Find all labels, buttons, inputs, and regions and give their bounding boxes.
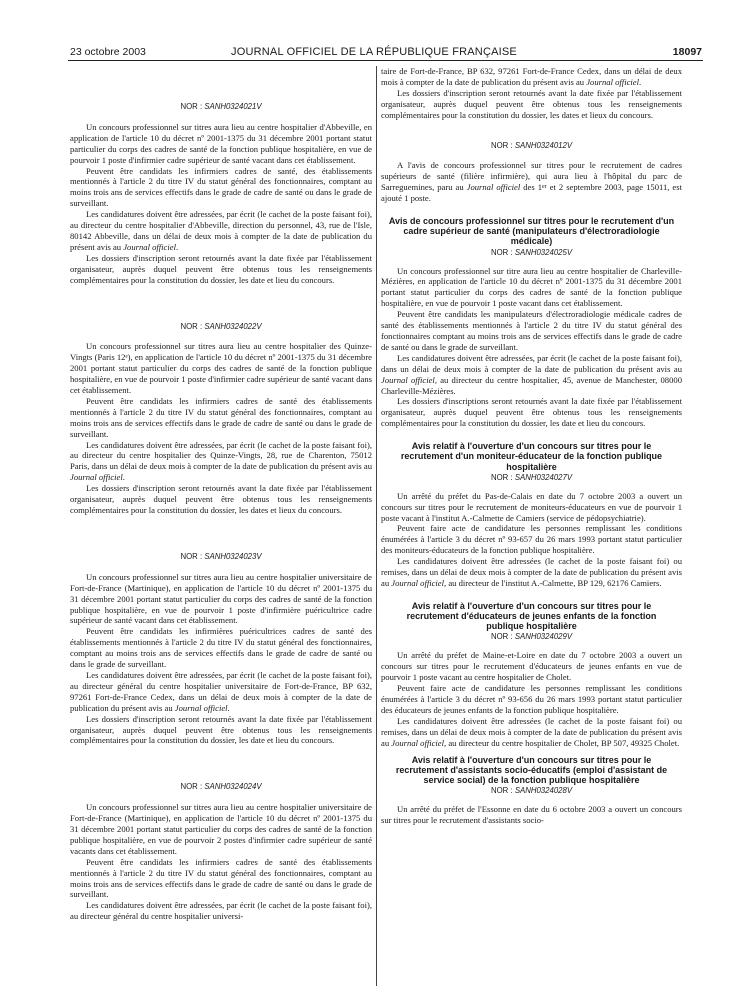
nor-reference [381, 248, 682, 259]
text-run: . [638, 76, 642, 87]
paragraph: Un arrêté du préfet du Pas-de-Calais en date du 7 octobre 2003 a ouvert un concours sur titres pour le recrutement de moniteurs-éducateurs en vue de pourvoir 1 poste vacant à l'institut A.-Calmette de Camiers (service de pédopsychiatrie). [381, 490, 682, 523]
paragraph [381, 556, 682, 589]
section-title: Avis relatif à l'ouverture d'un concours sur titres pour le recrutement d'éducateurs de jeunes enfants de la fonction publique hospitalière [406, 600, 657, 632]
right-column [381, 66, 682, 826]
paragraph: Peuvent être candidats les manipulateurs d'électroradiologie médicale cadres de santé des établissements mentionnés à l'article 2 du titre IV du statut général des fonctionnaires comptant au moins trois ans de services effectifs dans le grade de cadre de santé ou dans le grade de surveillant. [381, 309, 682, 352]
paragraph [70, 209, 372, 253]
nor-label: NOR : [180, 102, 203, 111]
text-run: des 1 [520, 182, 543, 193]
paragraph: Un concours professionnel sur titres aura lieu au centre hospitalier d'Abbeville, en application de l'article 10 du décret nº 2001-1375 du 31 décembre 2001 portant statut particulier du corps des cadres de santé de la fonction publique hospitalière, en vue de pourvoir 1 poste d'infirmier cadre supérieur de santé vacant dans cet établissement. [70, 121, 372, 165]
header-date: 23 octobre 2003 [70, 46, 146, 58]
journal-officiel-ref: Journal officiel [391, 737, 445, 748]
journal-officiel-ref: Journal officiel [586, 76, 639, 87]
nor-reference [381, 786, 682, 797]
paragraph: Un arrêté du préfet de Maine-et-Loire en date du 7 octobre 2003 a ouvert un concours sur titres pour le recrutement d'éducateurs de jeunes enfants en vue de pourvoir 1 poste vacant au centre hospitalier de Cholet. [381, 650, 682, 683]
text-run: , au directeur du centre hospitalier de Cholet, BP 507, 49325 Cholet. [444, 737, 680, 748]
paragraph: Les dossiers d'inscriptions seront retournés avant la date fixée par l'établissement organisateur, auprès duquel peuvent être obtenus tous les renseignements complémentaires pour la constitution du dossier, les date et lieu du concours. [381, 396, 682, 429]
text-run: , au directeur de l'institut A.-Calmette, BP 129, 62176 Camiers. [444, 577, 662, 588]
paragraph: Peuvent être candidats les infirmiers cadres de santé des établissements mentionnés à l'article 2 du titre IV du statut général des fonctionnaires, comptant au moins trois ans de services effectifs dans le grade de cadre de santé ou dans le grade de surveillant. [70, 856, 372, 900]
nor-label: NOR : [180, 551, 203, 561]
paragraph [381, 66, 682, 88]
paragraph: Peuvent faire acte de candidature les personnes remplissant les conditions énumérées à l'article 3 du décret nº 93-656 du 26 mars 1993 portant statut particulier des éducateurs de jeunes enfants de la fonction publique hospitalière. [381, 683, 682, 715]
text-run: A l'avis de concours professionnel sur titres pour le recrutement de cadres supérieurs de santé (filière infirmière), qui aura lieu à l'hôpital du parc de Sarreguemines, paru au [381, 160, 682, 193]
paragraph [70, 440, 372, 484]
text-run: taire de Fort-de-France, BP 632, 97261 Fort-de-France Cedex, dans un délai de deux mois à compter de la date de publication du présent avis au [381, 66, 682, 87]
nor-label: NOR : [490, 786, 513, 796]
paragraph [70, 670, 372, 714]
header-rule [68, 60, 703, 61]
nor-reference [381, 473, 682, 484]
nor-label: NOR : [490, 247, 513, 257]
paragraph: Peuvent être candidats les infirmiers cadres de santé, des établissements mentionnés à l'article 2 du titre IV du statut général des fonctionnaires, comptant au moins trois ans de services effectifs dans le grade de cadre de santé ou dans le grade de surveillant. [70, 165, 372, 209]
journal-officiel-ref: Journal officiel [391, 577, 445, 588]
text-run: . [175, 241, 179, 252]
paragraph: Un concours professionnel sur titre aura lieu au centre hospitalier de Charleville-Mézières, en application de l'article 10 du décret nº 2001-1375 du 31 décembre 2001 portant statut particulier du corps des cadres de santé de la fonction publique hospitalière, en vue de pourvoir 1 poste vacant dans cet établissement. [381, 265, 682, 309]
text-run: . [227, 702, 230, 713]
paragraph: Les dossiers d'inscription seront retournés avant la date fixée par l'établissement organisateur, auprès duquel peuvent être obtenus tous les renseignements complémentaires pour la constitution du dossier, les dates et lieux du concours. [381, 87, 682, 120]
paragraph: Un concours professionnel sur titres aura lieu au centre hospitalier universitaire de Fort-de-France (Martinique), en application de l'article 10 du décret nº 2001-1375 du 31 décembre 2001 portant statut particulier du corps des cadres de santé de la fonction publique hospitalière, en vue de pourvoir 2 postes d'infirmier cadre supérieur de santé vacants dans cet établissement. [70, 802, 372, 856]
nor-label: NOR : [180, 321, 203, 331]
paragraph: Les dossiers d'inscription seront retournés avant la date fixée par l'établissement organisateur, auprès duquel peuvent être obtenus tous les renseignements complémentaires pour la constitution du dossier, les date et lieu du concours. [70, 713, 372, 746]
nor-reference [70, 552, 372, 563]
section-title: Avis relatif à l'ouverture d'un concours sur titres pour le recrutement d'assistants socio-éducatifs (emploi d'assistant de service social) de la fonction publique hospitalière [395, 754, 668, 785]
text-run: et 2 septembre 2003, page 15011, est ajouté 1 poste. [381, 182, 682, 204]
paragraph: Un arrêté du préfet de l'Essonne en date du 6 octobre 2003 a ouvert un concours sur titres pour le recrutement d'assistants socio- [381, 804, 682, 825]
text-run: . [122, 472, 125, 483]
journal-officiel-ref: Journal officiel [123, 241, 176, 252]
nor-code: SANH0324021V [204, 102, 262, 111]
section-title: Avis de concours professionnel sur titres pour le recrutement d'un cadre supérieur de santé (manipulateurs d'électroradiologie médicale) [388, 216, 675, 247]
paragraph: Les dossiers d'inscription seront retournés avant la date fixée par l'établissement organisateur, auprès duquel peuvent être obtenus tous les renseignements complémentaires pour la constitution du dossier, les dates et lieux du concours. [70, 483, 372, 515]
nor-code: SANH0324022V [204, 321, 262, 331]
nor-code: SANH0324027V [514, 472, 573, 482]
nor-code: SANH0324029V [514, 632, 573, 642]
paragraph: Un concours professionnel sur titres aura lieu au centre hospitalier universitaire de Fort-de-France (Martinique), en application de l'article 10 du décret nº 2001-1375 du 31 décembre 2001 portant statut particulier du corps des cadres de santé de la fonction publique hospitalière, en vue de pourvoir 1 poste d'infirmière puéricultrice cadre supérieur de santé vacant dans cet établissement. [70, 571, 372, 626]
nor-label: NOR : [490, 632, 513, 642]
nor-label: NOR : [490, 472, 513, 482]
paragraph [381, 716, 682, 749]
nor-reference [381, 141, 682, 152]
section-title: Avis relatif à l'ouverture d'un concours sur titres pour le recrutement d'un moniteur-éducateur de la fonction publique hospitalière [400, 441, 663, 472]
nor-code: SANH0324012V [514, 140, 573, 150]
nor-label: NOR : [490, 140, 513, 150]
nor-label: NOR : [180, 782, 203, 792]
text-run: Les candidatures doivent être adressées, par écrit (le cachet de la poste faisant foi), dans un délai de deux mois à compter de la date de publication du présent avis au [381, 352, 682, 374]
left-column [70, 94, 372, 922]
nor-reference [381, 632, 682, 643]
text-run: Les candidatures doivent être adressées, par écrit (le cachet de la poste faisant foi), au directeur du centre hospitalier d'Abbeville, direction du personnel, 43, rue de l'Isle, 80142 Abbeville, dans un délai de deux mois à compter de la date de publication du présent avis au [70, 209, 372, 252]
column-divider [376, 66, 377, 986]
journal-officiel-ref: Journal officiel [381, 374, 435, 385]
header-title: JOURNAL OFFICIEL DE LA RÉPUBLIQUE FRANÇAISE [231, 46, 517, 58]
paragraph: Peuvent être candidats les infirmiers cadres de santé des établissements mentionnés à l'article 2 du titre IV du statut général des fonctionnaires, comptant au moins trois ans de services effectifs dans le grade de cadre de santé ou dans le grade de surveillant. [70, 395, 372, 439]
nor-code: SANH0324025V [514, 247, 573, 257]
journal-officiel-ref: Journal officiel [466, 182, 521, 193]
nor-reference [70, 782, 372, 793]
nor-code: SANH0324024V [204, 782, 262, 792]
nor-code: SANH0324028V [514, 786, 573, 796]
page-number: 18097 [672, 46, 702, 58]
paragraph [381, 160, 682, 204]
text-run: Les candidatures doivent être adressées (le cachet de la poste faisant foi) ou remises, dans un délai de deux mois à compter de la date de publication du présent avis au [381, 556, 682, 588]
journal-officiel-ref: Journal officiel [70, 472, 123, 483]
paragraph: Un concours professionnel sur titres aura lieu au centre hospitalier des Quinze-Vingts (Paris 12ᵉ), en application de l'article 10 du décret nº 2001-1375 du 31 décembre 2001 portant statut particulier du corps des cadres de santé de la fonction publique hospitalière, en vue de pourvoir 1 poste d'infirmier cadre supérieur de santé vacant dans cet établissement. [70, 341, 372, 396]
nor-reference [70, 322, 372, 333]
text-run: Les candidatures doivent être adressées, par écrit (le cachet de la poste faisant foi), au directeur du centre hospitalier des Quinze-Vingts, 28, rue de Charenton, 75012 Paris, dans un délai de deux mois à compter de la date de publication du présent avis au [70, 439, 372, 472]
journal-officiel-ref: Journal officiel [174, 702, 228, 713]
nor-reference [70, 102, 372, 113]
paragraph: Peuvent faire acte de candidature les personnes remplissant les conditions énumérées à l'article 3 du décret nº 93-657 du 26 mars 1993 portant statut particulier des moniteurs-éducateurs de la fonction publique hospitalière. [381, 523, 682, 556]
paragraph: Les dossiers d'inscription seront retournés avant la date fixée par l'établissement organisateur, auprès duquel peuvent être obtenus tous les renseignements complémentaires pour la constitution du dossier, les date et lieu du concours. [70, 252, 372, 285]
paragraph: Peuvent être candidats les infirmières puéricultrices cadres de santé des établissements mentionnés à l'article 2 du titre IV du statut général des fonctionnaires, comptant au moins trois ans de services effectifs dans le grade de cadre de santé ou dans le grade de surveillant. [70, 626, 372, 670]
nor-code: SANH0324023V [204, 551, 262, 561]
text-run: , au directeur du centre hospitalier, 45, avenue de Manchester, 08000 Charleville-Mézières. [381, 374, 682, 396]
text-run: Les candidatures doivent être adressées (le cachet de la poste faisant foi) ou remises, dans un délai de deux mois à compter de la date de publication du présent avis au [381, 715, 682, 748]
paragraph: Les candidatures doivent être adressées, par écrit (le cachet de la poste faisant foi), au directeur général du centre hospitalier universi- [70, 900, 372, 922]
text-run: Les candidatures doivent être adressées, par écrit (le cachet de la poste faisant foi), au directeur général du centre hospitalier universitaire de Fort-de-France, BP 632, 97261 Fort-de-France Cedex, dans un délai de deux mois à compter de la date de publication du présent avis au [70, 669, 372, 713]
paragraph [381, 353, 682, 397]
superscript: er [542, 184, 547, 191]
